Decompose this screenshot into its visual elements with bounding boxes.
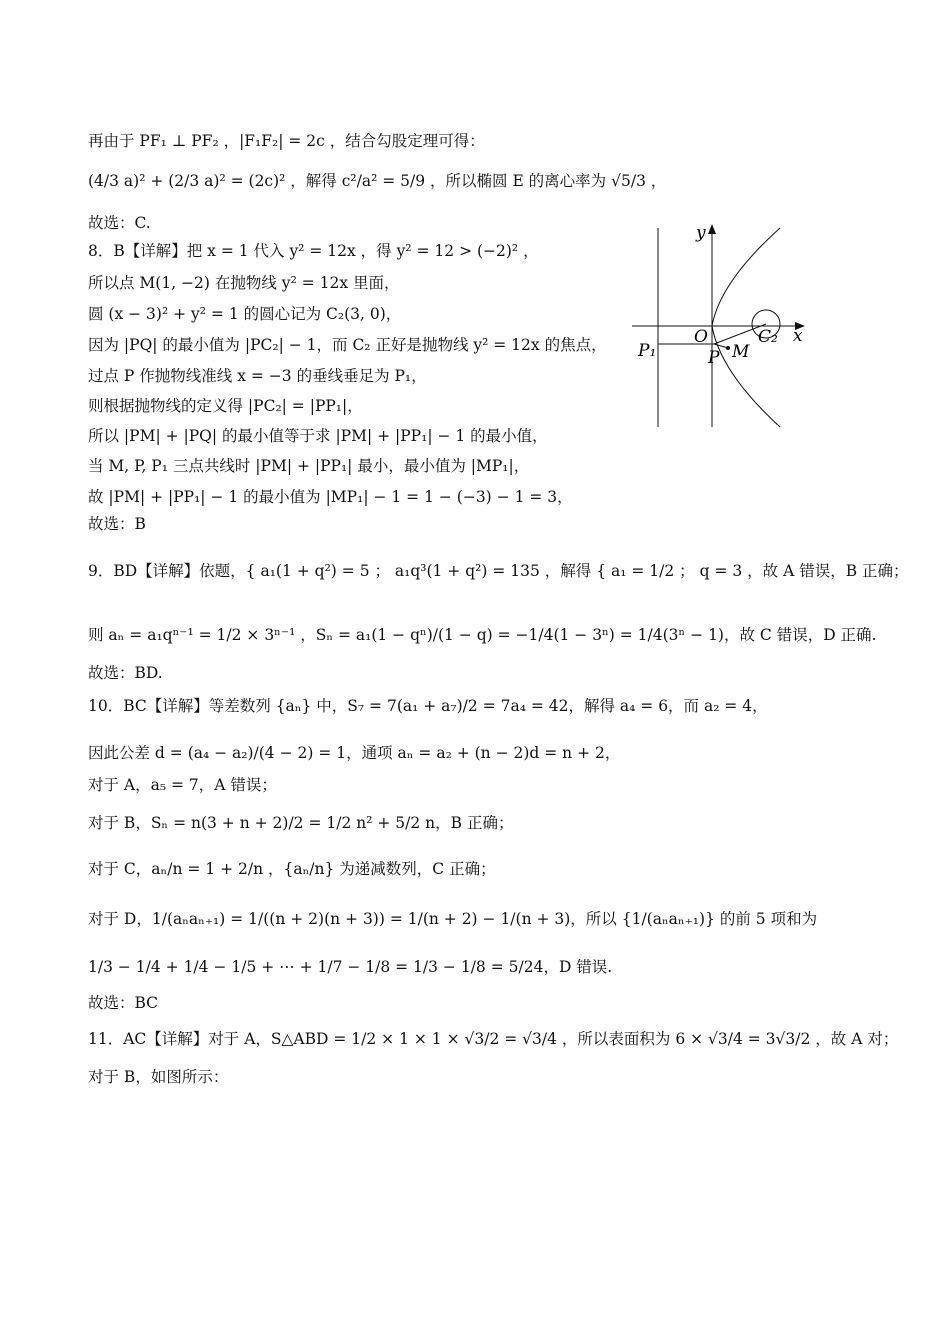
- text-line: 对于 C，aₙ/n = 1 + 2/n ，{aₙ/n} 为递减数列，C 正确；: [88, 860, 496, 878]
- text-line: 对于 B，如图所示：: [88, 1068, 229, 1086]
- text-line: (4/3 a)² + (2/3 a)² = (2c)² ，解得 c²/a² = 5/9 ，所以椭圆 E 的离心率为 √5/3 ，: [88, 172, 667, 190]
- text-line: 10．BC【详解】等差数列 {aₙ} 中，S₇ = 7(a₁ + a₇)/2 = 7a₄ = 42，解得 a₄ = 6，而 a₂ = 4，: [88, 697, 768, 715]
- label-y: y: [696, 223, 706, 243]
- parabola-figure: [630, 222, 810, 432]
- label-p1: P₁: [638, 341, 657, 361]
- text-line: 再由于 PF₁ ⊥ PF₂ ，|F₁F₂| = 2c ，结合勾股定理可得：: [88, 132, 485, 150]
- y-axis-arrow: [708, 224, 716, 234]
- text-line: 因此公差 d = (a₄ − a₂)/(4 − 2) = 1，通项 aₙ = a₂ + (n − 2)d = n + 2，: [88, 744, 621, 762]
- text-line: 故 |PM| + |PP₁| − 1 的最小值为 |MP₁| − 1 = 1 − (−3) − 1 = 3，: [88, 488, 573, 506]
- text-line: 故选：BD.: [88, 664, 163, 682]
- text-line: 当 M, P, P₁ 三点共线时 |PM| + |PP₁| 最小，最小值为 |MP₁|，: [88, 457, 530, 475]
- text-line: 对于 B，Sₙ = n(3 + n + 2)/2 = 1/2 n² + 5/2 n，B 正确；: [88, 814, 514, 832]
- label-o: O: [694, 327, 708, 347]
- text-line: 故选：B: [88, 515, 146, 533]
- text-line: 故选：BC: [88, 994, 159, 1012]
- text-line: 因为 |PQ| 的最小值为 |PC₂| − 1，而 C₂ 正好是抛物线 y² = 12x 的焦点，: [88, 336, 607, 354]
- label-p: P: [708, 348, 720, 368]
- text-line: 11．AC【详解】对于 A，S△ABD = 1/2 × 1 × 1 × √3/2 = √3/4 ，所以表面积为 6 × √3/4 = 3√3/2 ，故 A 对；: [88, 1030, 899, 1048]
- label-x: x: [793, 326, 803, 346]
- text-line: 所以 |PM| + |PQ| 的最小值等于求 |PM| + |PP₁| − 1 的最小值，: [88, 427, 548, 445]
- label-m: M: [732, 342, 750, 362]
- text-line: 对于 D，1/(aₙaₙ₊₁) = 1/((n + 2)(n + 3)) = 1/(n + 2) − 1/(n + 3)，所以 {1/(aₙaₙ₊₁)} 的前 5 项和为: [88, 910, 818, 928]
- text-line: 则 aₙ = a₁qⁿ⁻¹ = 1/2 × 3ⁿ⁻¹ ，Sₙ = a₁(1 − qⁿ)/(1 − q) = −1/4(1 − 3ⁿ) = 1/4(3ⁿ − 1)，故 C 错误，D 正确.: [88, 626, 877, 644]
- text-line: 9．BD【详解】依题，{ a₁(1 + q²) = 5 ； a₁q³(1 + q²) = 135 ，解得 { a₁ = 1/2 ； q = 3 ，故 A 错误，B 正确；: [88, 562, 909, 580]
- text-line: 1/3 − 1/4 + 1/4 − 1/5 + ⋯ + 1/7 − 1/8 = 1/3 − 1/8 = 5/24，D 错误.: [88, 958, 613, 976]
- text-line: 则根据抛物线的定义得 |PC₂| = |PP₁|，: [88, 397, 363, 415]
- label-c2: C₂: [758, 327, 778, 347]
- text-line: 所以点 M(1, −2) 在抛物线 y² = 12x 里面，: [88, 274, 400, 292]
- text-line: 过点 P 作抛物线准线 x = −3 的垂线垂足为 P₁，: [88, 367, 427, 385]
- text-line: 对于 A，a₅ = 7，A 错误；: [88, 776, 277, 794]
- text-line: 8．B【详解】把 x = 1 代入 y² = 12x ，得 y² = 12 > (−2)² ，: [88, 242, 539, 260]
- text-line: 圆 (x − 3)² + y² = 1 的圆心记为 C₂(3, 0)，: [88, 305, 402, 323]
- text-line: 故选：C.: [88, 214, 151, 232]
- point-m: [726, 346, 730, 350]
